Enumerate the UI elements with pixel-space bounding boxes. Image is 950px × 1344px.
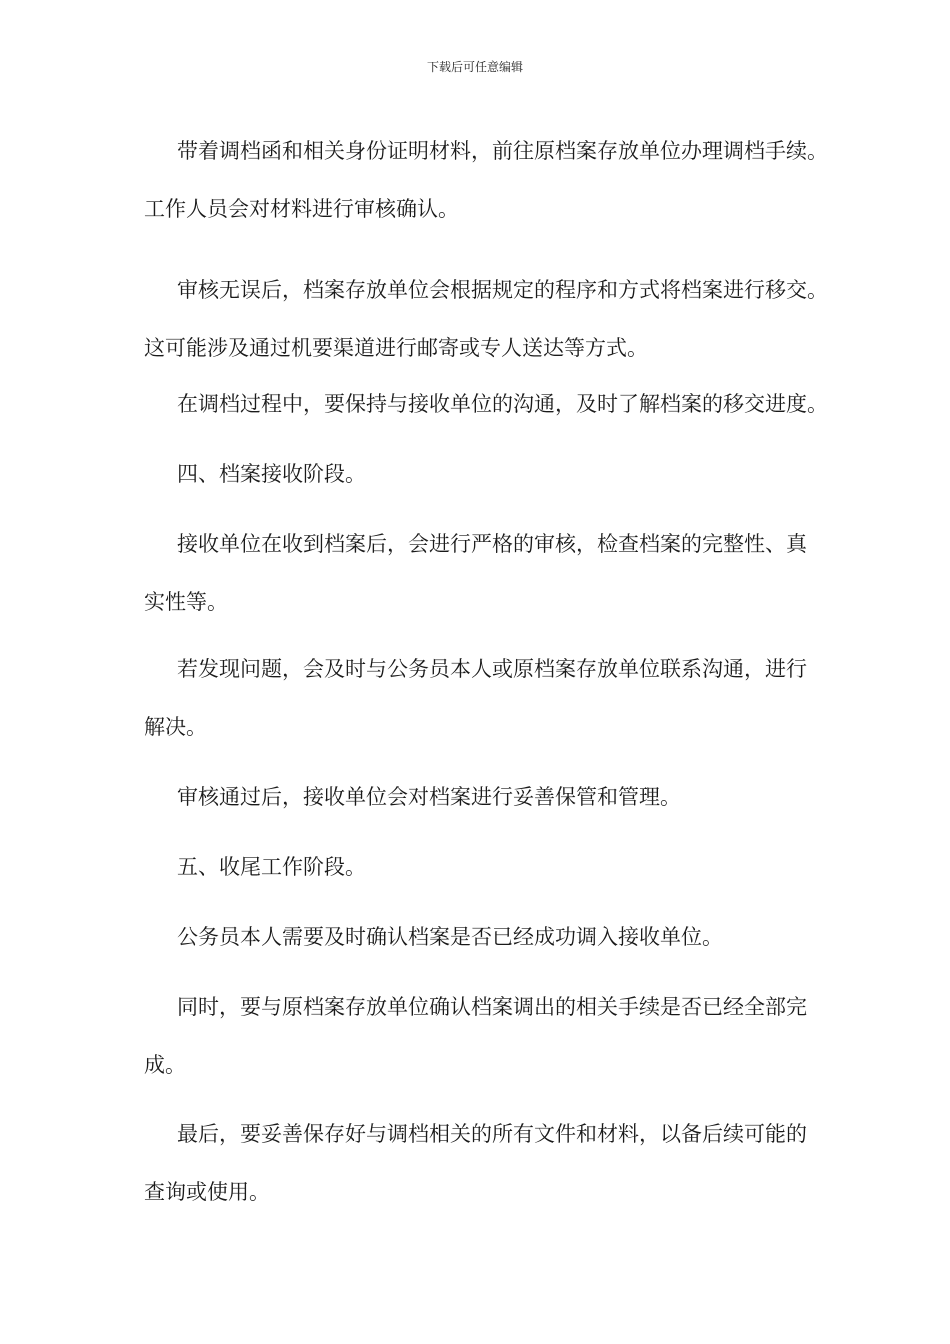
paragraph-line: 五、收尾工作阶段。 — [177, 855, 366, 879]
paragraph — [144, 768, 808, 826]
paragraph-line: 最后，要妥善保存好与调档相关的所有文件和材料，以备后续可能的 — [177, 1122, 807, 1146]
paragraph — [144, 1105, 808, 1221]
paragraph — [144, 122, 828, 238]
paragraph — [144, 640, 808, 756]
section-heading — [144, 838, 808, 896]
paragraph-line: 实性等。 — [144, 590, 228, 614]
paragraph — [144, 515, 808, 631]
paragraph-line: 在调档过程中，要保持与接收单位的沟通，及时了解档案的移交进度。 — [177, 392, 828, 416]
paragraph-line: 查询或使用。 — [144, 1180, 270, 1204]
paragraph-line: 审核无误后，档案存放单位会根据规定的程序和方式将档案进行移交。 — [177, 278, 828, 302]
paragraph-line: 同时，要与原档案存放单位确认档案调出的相关手续是否已经全部完 — [177, 995, 807, 1019]
paragraph-line: 这可能涉及通过机要渠道进行邮寄或专人送达等方式。 — [144, 336, 648, 360]
paragraph-line: 若发现问题，会及时与公务员本人或原档案存放单位联系沟通，进行 — [177, 657, 807, 681]
paragraph-line: 解决。 — [144, 715, 207, 739]
section-heading — [144, 445, 808, 503]
paragraph — [144, 908, 808, 966]
paragraph — [144, 375, 828, 433]
paragraph-line: 带着调档函和相关身份证明材料，前往原档案存放单位办理调档手续。 — [177, 139, 828, 163]
paragraph-line: 公务员本人需要及时确认档案是否已经成功调入接收单位。 — [177, 925, 723, 949]
paragraph-line: 审核通过后，接收单位会对档案进行妥善保管和管理。 — [177, 785, 681, 809]
paragraph — [144, 261, 828, 377]
paragraph — [144, 978, 808, 1094]
page-header: 下载后可任意编辑 — [426, 60, 523, 74]
paragraph-line: 成。 — [144, 1053, 186, 1077]
paragraph-line: 四、档案接收阶段。 — [177, 462, 366, 486]
paragraph-line: 接收单位在收到档案后，会进行严格的审核，检查档案的完整性、真 — [177, 532, 807, 556]
paragraph-line: 工作人员会对材料进行审核确认。 — [144, 197, 459, 221]
